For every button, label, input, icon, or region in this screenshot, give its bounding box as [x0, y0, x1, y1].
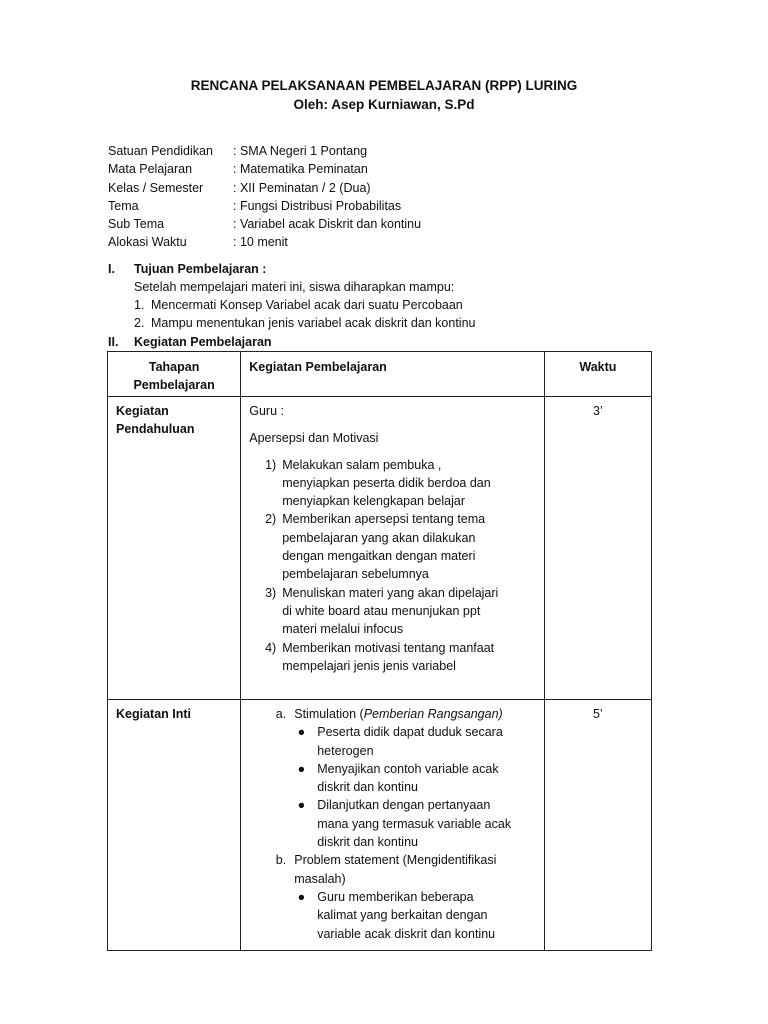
- problem-statement-bullets: [249, 888, 536, 943]
- stimulation-bullets: [249, 723, 536, 851]
- objectives-intro: Setelah mempelajari materi ini, siswa diharapkan mampu:: [134, 280, 455, 294]
- bullet-icon: ●: [297, 761, 306, 776]
- time-cell: 5’: [544, 700, 651, 951]
- identity-row: Kelas / Semester : XII Peminatan / 2 (Dua): [108, 180, 371, 195]
- list-item: a. Stimulation (Pemberian Rangsangan): [275, 707, 503, 721]
- section-heading-activities: II. Kegiatan Pembelajaran: [108, 335, 272, 349]
- list-item: 3) Menuliskan materi yang akan dipelajari di white board atau menunjukan ppt materi melalui infocus: [265, 585, 499, 637]
- activity-cell: [241, 700, 545, 951]
- identity-row: Sub Tema : Variabel acak Diskrit dan kontinu: [108, 217, 422, 232]
- header-phase: Tahapan Pembelajaran: [108, 352, 241, 397]
- bullet-icon: ●: [297, 798, 306, 813]
- objectives-list: [134, 296, 475, 333]
- list-item: ● Guru memberikan beberapa kalimat yang berkaitan dengan variable acak diskrit dan kontinu: [249, 888, 536, 943]
- list-item: ● Dilanjutkan dengan pertanyaan mana yang termasuk variable acak diskrit dan kontinu: [249, 796, 536, 851]
- list-item: b. Problem statement (Mengidentifikasi masalah): [275, 853, 497, 886]
- document-title: RENCANA PELAKSANAAN PEMBELAJARAN (RPP) LURING: [190, 78, 578, 93]
- time-cell: 3’: [544, 397, 651, 700]
- table-row: [108, 397, 652, 700]
- list-item: 1) Melakukan salam pembuka , menyiapkan peserta didik berdoa dan menyiapkan kelengkapan belajar: [265, 457, 491, 509]
- list-item: ● Peserta didik dapat duduk secara heterogen: [249, 723, 536, 760]
- section-heading-objectives: I. Tujuan Pembelajaran :: [108, 262, 267, 276]
- table-header-row: [108, 352, 652, 397]
- table-row: [108, 700, 652, 951]
- identity-table: [108, 142, 421, 252]
- activity-cell: Guru : Apersepsi dan Motivasi 1) Melakukan salam pembuka , menyiapkan peserta didik berdoa dan menyiapkan kelengkapan belajar 2) Memberikan apersepsi tentang tema pembelajaran yang akan dilakukan dengan mengaitkan dengan materi pembelajaran sebelumnya 3) Menuliskan materi yang akan dipelajari di white board atau menunjukan ppt materi melalui infocus 4) Memberikan motivasi tentang manfaat mempelajari jenis jenis variabel: [241, 397, 545, 700]
- list-item: ● Menyajikan contoh variable acak diskrit dan kontinu: [249, 760, 536, 797]
- phase-cell: Kegiatan Pendahuluan: [108, 397, 241, 700]
- identity-row: Satuan Pendidikan : SMA Negeri 1 Pontang: [108, 144, 368, 158]
- identity-row: Tema : Fungsi Distribusi Probabilitas: [108, 198, 402, 213]
- header-time: Waktu: [544, 352, 651, 397]
- list-item: 2. Mampu menentukan jenis variabel acak diskrit dan kontinu: [134, 316, 476, 331]
- identity-row: Mata Pelajaran : Matematika Peminatan: [108, 162, 368, 177]
- list-item: 1. Mencermati Konsep Variabel acak dari suatu Percobaan: [134, 298, 463, 312]
- header-activity: Kegiatan Pembelajaran: [241, 352, 545, 397]
- document-author: Oleh: Asep Kurniawan, S.Pd: [293, 97, 475, 112]
- bullet-icon: ●: [297, 889, 306, 904]
- activities-table: [107, 351, 652, 951]
- opening-steps-list: [249, 456, 536, 676]
- identity-row: Alokasi Waktu : 10 menit: [108, 235, 288, 250]
- list-item: 4) Memberikan motivasi tentang manfaat mempelajari jenis jenis variabel: [265, 640, 495, 673]
- phase-cell: Kegiatan Inti: [108, 700, 241, 951]
- bullet-icon: ●: [297, 725, 306, 740]
- list-item: 2) Memberikan apersepsi tentang tema pembelajaran yang akan dilakukan dengan mengaitkan dengan materi pembelajaran sebelumnya: [265, 512, 486, 582]
- core-steps-list: [249, 705, 536, 723]
